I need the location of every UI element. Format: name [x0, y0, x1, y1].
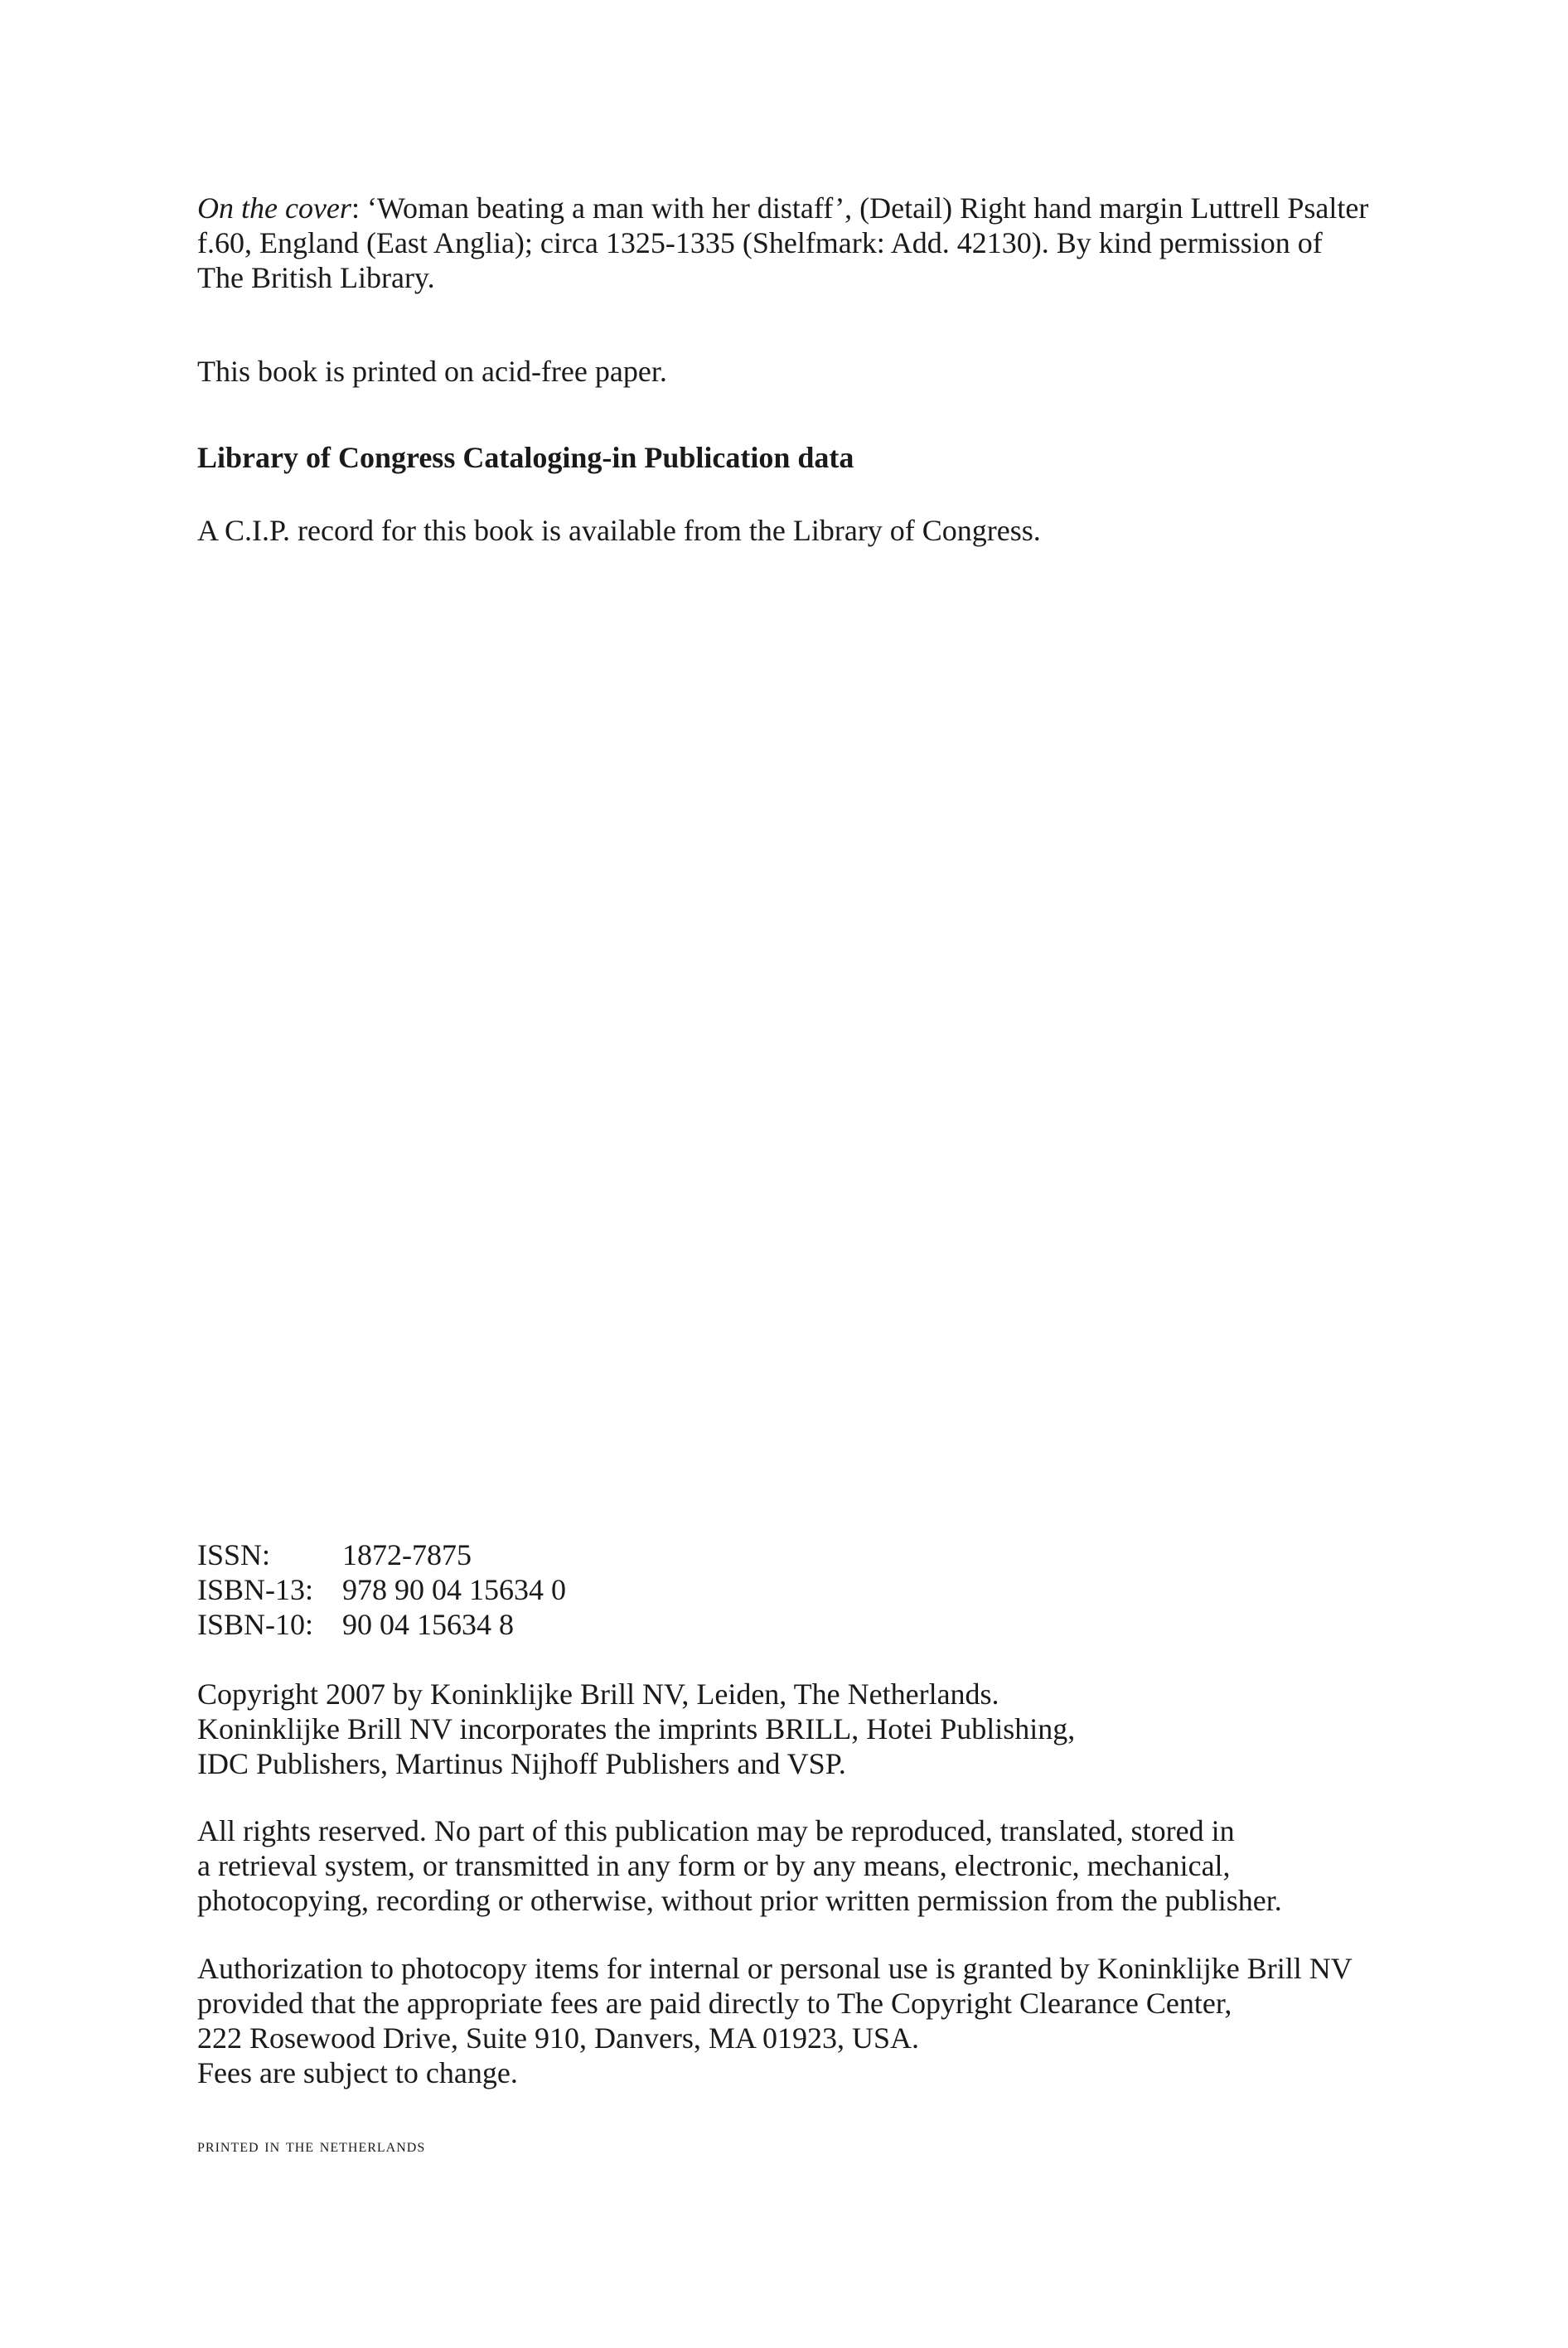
cover-credit-line: f.60, England (East Anglia); circa 1325-1335 (Shelfmark: Add. 42130). By kind permission of	[197, 226, 1323, 259]
identifier-label: ISBN-10:	[197, 1608, 314, 1641]
cover-credit	[197, 191, 1391, 295]
rights-line: a retrieval system, or transmitted in any form or by any means, electronic, mechanical,	[197, 1849, 1231, 1882]
identifier-value: 1872-7875	[342, 1538, 472, 1571]
copyright-line: IDC Publishers, Martinus Nijhoff Publishers and VSP.	[197, 1747, 846, 1780]
acid-free-note: This book is printed on acid-free paper.	[197, 355, 667, 388]
isbn13-row	[197, 1572, 1391, 1607]
authorization-line: Authorization to photocopy items for internal or personal use is granted by Koninklijke Brill NV	[197, 1952, 1353, 1985]
authorization-line: Fees are subject to change.	[197, 2056, 518, 2089]
copyright-line: Koninklijke Brill NV incorporates the imprints BRILL, Hotei Publishing,	[197, 1712, 1076, 1745]
authorization-line: 222 Rosewood Drive, Suite 910, Danvers, MA 01923, USA.	[197, 2021, 919, 2055]
rights-reserved	[197, 1813, 1391, 1918]
copyright-line: Copyright 2007 by Koninklijke Brill NV, Leiden, The Netherlands.	[197, 1677, 999, 1711]
copyright-notice	[197, 1677, 1391, 1781]
cip-record: A C.I.P. record for this book is available from the Library of Congress.	[197, 514, 1041, 547]
identifier-value: 90 04 15634 8	[342, 1608, 514, 1641]
identifier-value: 978 90 04 15634 0	[342, 1573, 566, 1606]
cover-credit-text: : ‘Woman beating a man with her distaff’, (Detail) Right hand margin Luttrell Psalter	[351, 191, 1369, 225]
cover-credit-lead: On the cover	[197, 191, 351, 225]
rights-line: All rights reserved. No part of this publication may be reproduced, translated, stored in	[197, 1814, 1235, 1847]
cover-credit-line: The British Library.	[197, 261, 435, 294]
printed-in: printed in the netherlands	[197, 2135, 426, 2156]
authorization-line: provided that the appropriate fees are paid directly to The Copyright Clearance Center,	[197, 1987, 1232, 2020]
identifier-label: ISBN-13:	[197, 1573, 314, 1606]
identifiers	[197, 1537, 1391, 1642]
cover-credit-line	[197, 191, 1391, 225]
rights-line: photocopying, recording or otherwise, without prior written permission from the publisher.	[197, 1884, 1282, 1917]
photocopy-authorization	[197, 1951, 1391, 2090]
cip-heading: Library of Congress Cataloging-in Publication data	[197, 441, 854, 474]
identifier-label: ISSN:	[197, 1538, 271, 1571]
issn-row	[197, 1537, 1391, 1572]
isbn10-row	[197, 1607, 1391, 1642]
